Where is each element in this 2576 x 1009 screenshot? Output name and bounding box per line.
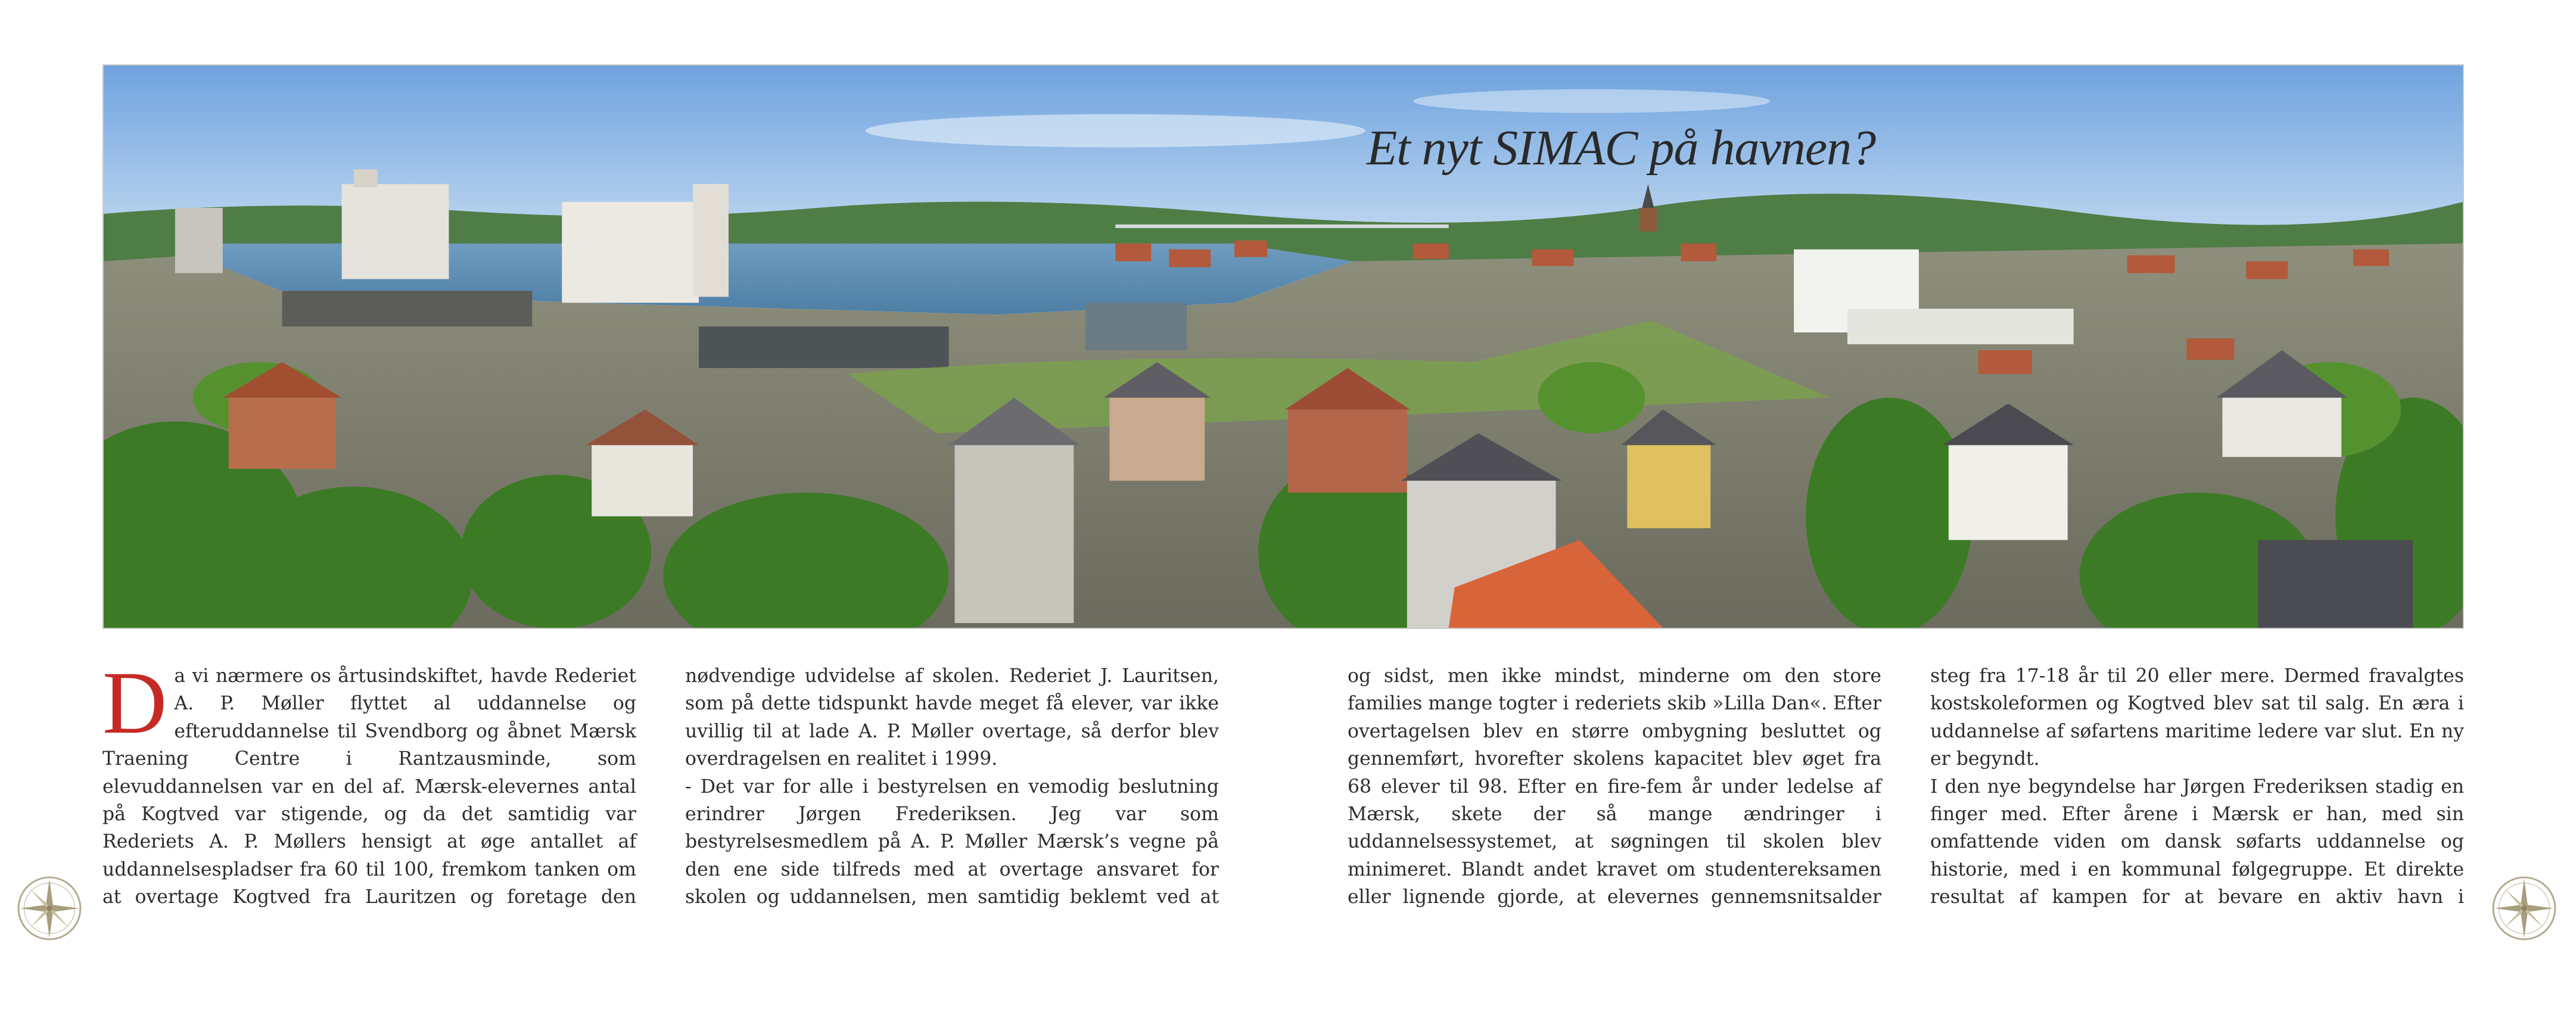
panorama-illustration (104, 66, 2463, 628)
paragraph-2: - Det var for alle i bestyrelsen en vemodig beslutning erindrer Jørgen Frederiksen. Jeg var som bestyrelsesmedlem på A. P. Møller Mærsk’s vegne på den ene side tilfreds med at overtage ansvaret for skolen og uddannelsen, men samtidig beklemt ved at (685, 776, 1219, 908)
compass-rose-icon (14, 873, 85, 943)
paragraph-4: I den nye begyndelse har Jørgen Frederiksen stadig en finger med. Efter årene i Mærsk er han, med sin omfattende viden om dansk søfarts uddannelse og historie, med i en kommunal følgegruppe. Et direkte resultat af kampen for at bevare en aktiv havn i (1930, 776, 2464, 908)
right-text-spread (1348, 662, 2464, 942)
paragraph-1-text: a vi nærmere os årtusindskiftet, havde Rederiet A. P. Møller flyttet al uddannelse og efteruddannelse til Svendborg og åbnet Mærsk Traening Centre i Rantzausminde, som elevuddannelsen var en del af. Mærsk-elevernes antal på Kogtved var stigende, og da det samtidig var Rederiets A. P. Møllers hensigt at øge antallet af uddannelsespladser fra 60 til 100, fremkom tanken om at overtage Kogtved fra Lauritzen og foretage den nødvendige udvidelse af skolen. Rederiet J. Lauritsen, som på dette tidspunkt havde meget få elever, var ikke uvillig til at lade A. P. Møller overtage, så derfor blev overdragelsen en realitet i 1999. (102, 665, 1219, 908)
paragraph-3: og sidst, men ikke mindst, minderne om den store families mange togter i rederiets skib »Lilla Dan«. Efter overtagelsen blev en større ombygning besluttet og gennemført, hvorefter skolens kapacitet blev øget fra 68 elever til 98. Efter en fire-fem år under ledelse af Mærsk, skete der så mange ændringer i uddannelsessystemet, at søgningen til skolen blev minimeret. Blandt andet kravet om studentereksamen eller lignende gjorde, at elevernes gennemsnitsalder steg fra 17-18 år til 20 eller mere. Dermed fravalgtes kostskoleformen og Kogtved blev sat til salg. En æra i uddannelse af søfartens maritime ledere var slut. En ny er begyndt. (1348, 665, 2464, 908)
compass-rose-icon (2489, 873, 2559, 943)
drop-cap: D (102, 662, 167, 752)
left-text-spread (102, 662, 1219, 942)
article-headline: Et nyt SIMAC på havnen? (1367, 120, 1876, 176)
harbour-panorama-photo (102, 64, 2464, 629)
